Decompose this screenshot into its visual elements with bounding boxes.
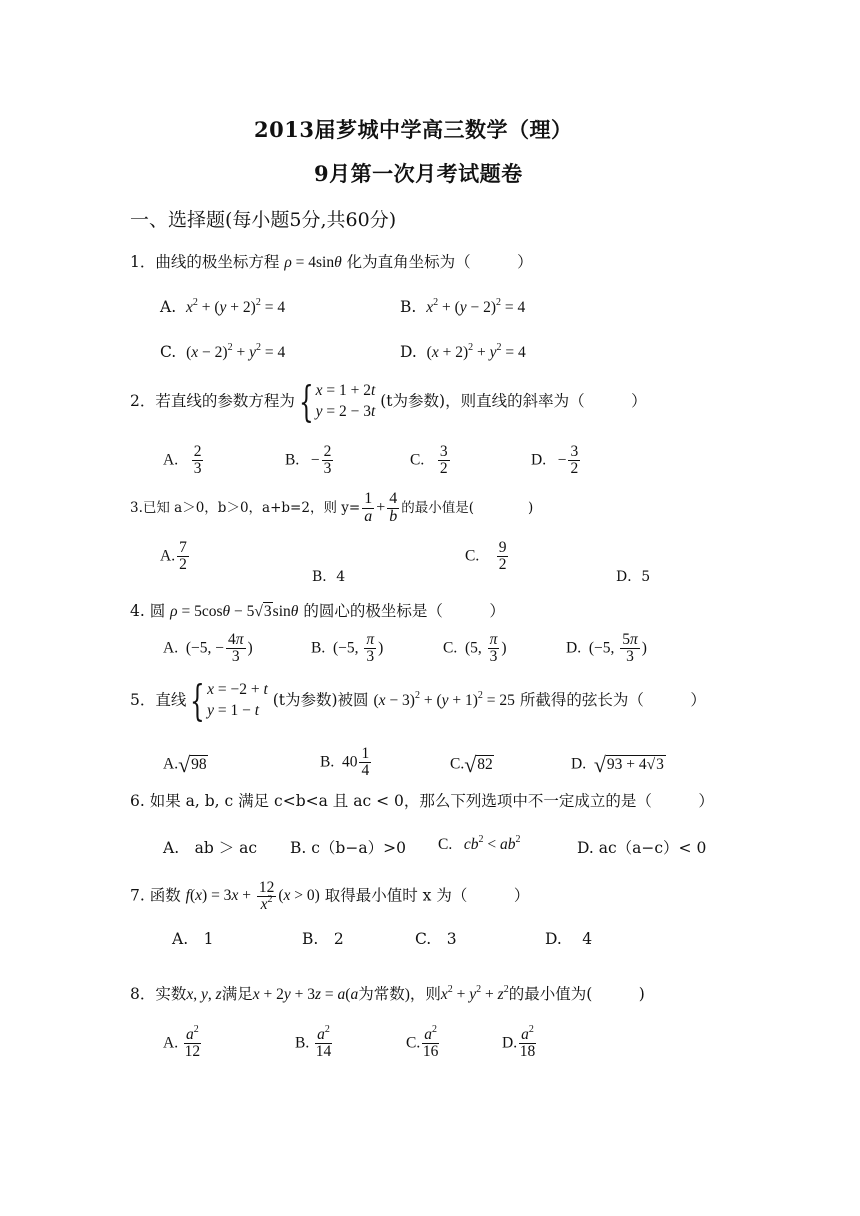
- question-4-stem: 4. 圆 ρ = 5cosθ − 5√3sinθ 的圆心的极坐标是（ ）: [130, 602, 505, 620]
- question-7-stem: 7. 函数 f(x) = 3x + $\frac{12}{x^2}$ (x > 0) 取得最小值时 x 为（ ）: [130, 879, 530, 914]
- q6-option-c: C. $cb^2 < ab^2$: [438, 834, 521, 853]
- q5-option-c: C.√82: [450, 752, 493, 777]
- q8-option-d: D. $\frac{a^2}{18}$: [502, 1024, 536, 1061]
- q7-option-c: C. 3: [415, 930, 457, 948]
- q4-option-d: D. (−5, $\frac{5\pi}{3}$ ): [566, 631, 647, 666]
- q3-option-a: A. $\frac{7}{2}$: [160, 539, 187, 574]
- title-line2: 9月第一次月考试题卷: [314, 161, 523, 186]
- q1-option-c: C. $(x - 2)^2 + y^2 = 4$: [160, 342, 286, 361]
- q4-option-b: B. (−5, $\frac{\pi}{3}$ ): [311, 631, 384, 666]
- q1-formula: ρ = 4sinθ: [284, 254, 342, 271]
- question-5-stem: 5．直线{ x = −2 + t y = 1 − t (t为参数)被圆 $(x - 3)^2 + (y + 1)^2 = 25$ 所截得的弦长为（ ）: [130, 676, 706, 725]
- q8-option-a: A. $\frac{a^2}{12}$: [163, 1024, 201, 1061]
- question-6-stem: 6. 如果 a, b, c 满足 c<b<a 且 ac < 0，那么下列选项中不一定成立的是（ ）: [130, 792, 714, 810]
- title-line1: 2013届芗城中学高三数学（理）: [254, 117, 573, 142]
- question-2-stem: 2．若直线的参数方程为{ x = 1 + 2t y = 2 − 3t (t为参数)，则直线的斜率为（ ）: [130, 377, 647, 426]
- q6-option-a: A. ab ＞ ac: [163, 839, 258, 857]
- q7-option-a: A. 1: [172, 930, 214, 948]
- q5-option-d: D. √93 + 4√3: [571, 752, 664, 777]
- section-heading: 一、选择题(每小题5分,共60分): [130, 209, 397, 231]
- q2-option-b: B. − $\frac{2}{3}$: [285, 443, 332, 478]
- q7-option-d: D. 4: [545, 930, 593, 948]
- q3-option-c: C. $\frac{9}{2}$: [465, 539, 507, 574]
- q5-option-b: B. 40 $\frac{1}{4}$: [320, 745, 370, 780]
- question-1-stem: 1．曲线的极坐标方程 ρ = 4sinθ 化为直角坐标为（ ）: [130, 253, 533, 271]
- q4-option-a: A. (−5, − $\frac{4\pi}{3}$ ): [163, 631, 253, 666]
- q2-option-a: A. $\frac{2}{3}$: [163, 443, 202, 478]
- question-3-stem: 3.已知 a＞0，b＞0，a+b=2，则 y= $\frac{1}{a}$ + $\frac{4}{b}$ 的最小值是( ): [130, 490, 534, 525]
- q2-option-c: C. $\frac{3}{2}$: [410, 443, 448, 478]
- q7-option-b: B. 2: [302, 930, 344, 948]
- q2-option-d: D. − $\frac{3}{2}$: [531, 443, 579, 478]
- q1-option-d: D. $(x + 2)^2 + y^2 = 4$: [400, 342, 526, 361]
- q6-option-d: D. ac（a−c）< 0: [577, 839, 707, 857]
- q6-option-b: B. c（b−a）>0: [290, 839, 406, 857]
- q8-option-b: B. $\frac{a^2}{14}$: [295, 1024, 332, 1061]
- q1-option-a: A. $x^2 + (y + 2)^2 = 4$: [160, 297, 286, 316]
- q3-option-b: B．4: [312, 569, 346, 585]
- q5-option-a: A.√98: [163, 752, 207, 777]
- q3-option-d: D．5: [616, 569, 651, 585]
- q4-option-c: C. (5, $\frac{\pi}{3}$ ): [443, 631, 507, 666]
- question-8-stem: 8．实数x, y, z满足x + 2y + 3z = a(a为常数)，则$x^2 + y^2 + z^2$的最小值为( ): [130, 984, 645, 1003]
- q1-option-b: B. $x^2 + (y - 2)^2 = 4$: [400, 297, 526, 316]
- q8-option-c: C. $\frac{a^2}{16}$: [406, 1024, 439, 1061]
